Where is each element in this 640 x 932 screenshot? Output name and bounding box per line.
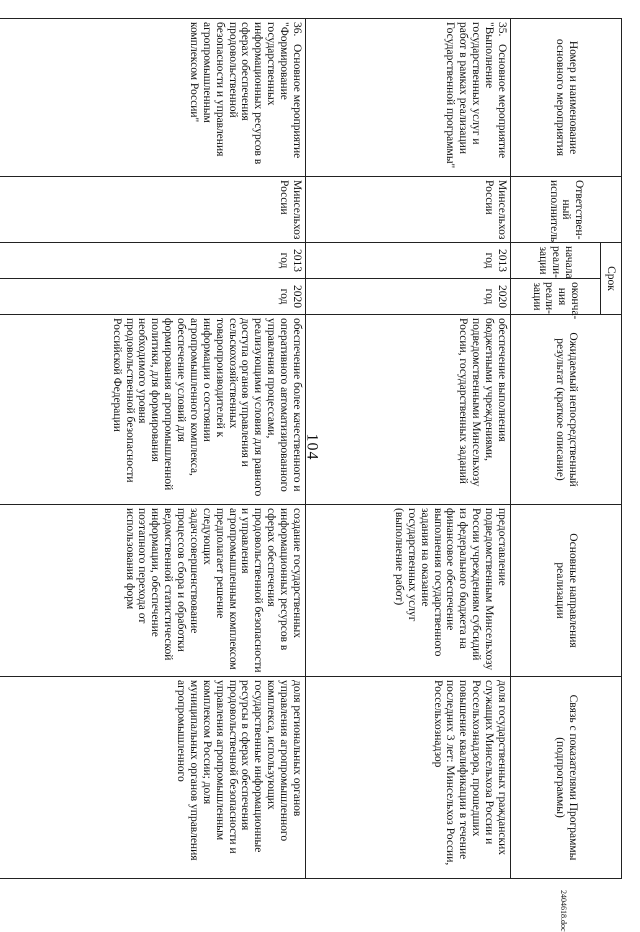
header-result: Ожидаемый непосредственный результат (краткое описание) <box>511 315 622 505</box>
row-executor: Минсельхоз России <box>306 177 511 243</box>
program-activities-table <box>0 18 622 879</box>
page-number: 104 <box>303 433 321 461</box>
program-activities-table-wrapper <box>20 18 622 878</box>
header-executor: Ответствен-ный исполнитель <box>511 177 622 243</box>
row-number: 35. <box>496 22 508 37</box>
row-name-cell <box>306 19 511 177</box>
header-term-end: оконча-ния реали-зации <box>511 279 601 315</box>
table-row <box>0 19 306 879</box>
row-directions: создание государственных информационных ресурсов в сферах обеспечения продовольственной безопасности и управления агропромышленным комплексом предполагает решение следующих задач:совершенствование процессов сбора и обработки ведомственной статистической информации, обеспечение поэтапного перехода от использования форм <box>0 505 306 677</box>
row-name: Основное мероприятие "Выполнение государственных услуг и работ в рамках реализации Государственной программы" <box>444 22 508 169</box>
row-name: Основное мероприятие "Формирование государственных информационных ресурсов в сферах обеспечения продовольственной безопасности и управления агропромышленным комплексом России" <box>188 22 303 165</box>
row-link: доля государственных гражданских служащих Минсельхоза России и Россельхознадзора, прошедших повышение квалификации в течение последних 3 лет: Минсельхоз России, Россельхознадзор <box>306 677 511 879</box>
table-row <box>306 19 511 879</box>
row-executor: Минсельхоз России <box>0 177 306 243</box>
table-header-row <box>601 19 622 879</box>
row-number: 36. <box>291 22 303 37</box>
row-directions: предоставление подведомственным Минсельхозу России учреждениям субсидий из федерального бюджета на финансовое обеспечение выполнения государственного задания на оказание государственных услуг (выполнение работ) <box>306 505 511 677</box>
header-term: Срок <box>601 243 622 315</box>
header-directions: Основные направления реализации <box>511 505 622 677</box>
header-term-start: начала реали-зации <box>511 243 601 279</box>
header-link: Связь с показателями Программы (подпрограммы) <box>511 677 622 879</box>
row-end: 2020 год <box>0 279 306 315</box>
row-start: 2013 год <box>306 243 511 279</box>
row-result: обеспечение выполнения бюджетными учреждениями, подведомственными Минсельхозу России, государственных заданий <box>306 315 511 505</box>
row-name-cell <box>0 19 306 177</box>
row-result: обеспечение более качественного и оперативного автоматизированного управления процессами, реализующими условия для равного доступа органов управления и сельскохозяйственных товаропроизводителей к информации о состоянии агропромышленного комплекса, обеспечение условий для формирования агропромышленной политики, для формирования необходимого уровня продовольственной безопасности Российской Федерации <box>0 315 306 505</box>
row-start: 2013 год <box>0 243 306 279</box>
row-end: 2020 год <box>306 279 511 315</box>
row-link: доля региональных органов управления агропромышленного комплекса, использующих государственные информационные ресурсы в сферах обеспечения продовольственной безопасности и управления агропромышленным комплексом России; доля муниципальных органов управления агропромышленного <box>0 677 306 879</box>
document-id: 2404618.doc <box>559 890 568 932</box>
header-name: Номер и наименование основного мероприятия <box>511 19 622 177</box>
